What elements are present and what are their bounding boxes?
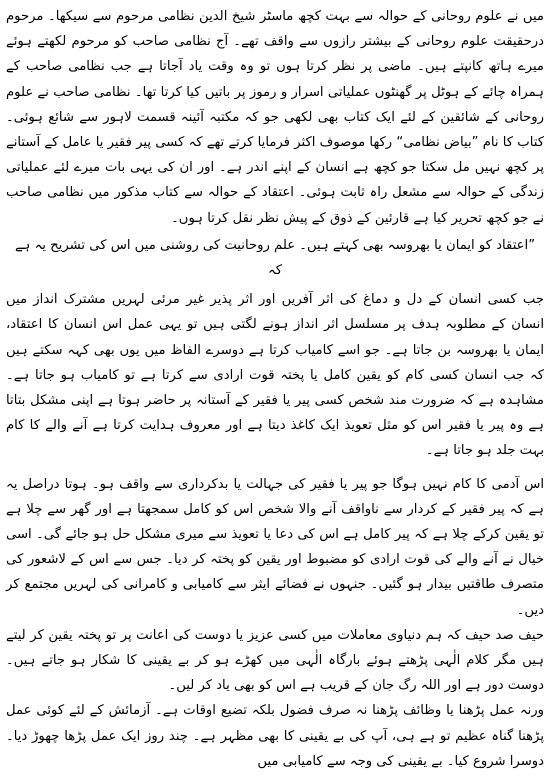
paragraph-belief: جب کسی انسان کے دل و دماغ کی اثر آفریں اور اثر پذیر غیر مرئی لہریں مشترک انداز میں انسان کے مطلوبہ ہدف پر مسلسل اثر انداز ہونے لگتی ہیں تو یہی عمل اس انسان کا اعتقاد، ایمان یا بھروسہ بن جاتا ہے۔ جو اسے کامیاب کرتا ہے دوسرے الفاظ میں یوں بھی کہہ سکتے ہیں کہ جب انسان کسی کام کو یقین کامل یا پختہ قوت ارادی سے کرتا ہے تو کامیاب ہو جاتا ہے۔ مشاہدہ ہے کہ ضرورت مند شخص کسی پیر یا فقیر کے آستانہ پر حاضر ہوتا ہے اپنی مشکل بتاتا ہے وہ پیر یا فقیر اس کو مثل تعویذ ایک کاغذ دیتا ہے اور معروف ہدایت کرتا ہے آنے والے کا کام بہت جلد ہو جاتا ہے۔ [6, 292, 544, 459]
paragraph-regret: حیف صد حیف کہ ہم دنیاوی معاملات میں کسی عزیز یا دوست کی اعانت پر تو پختہ یقین کر لیتے ہیں مگر کلام الٰہی پڑھتے ہوئے بارگاہ الٰہی میں کھڑے ہو کر بے یقینی کا شکار ہو جاتے ہیں۔ دوست دور ہے اور اللہ رگ جان کے قریب ہے اس کو بھی یاد کر لیں۔ [6, 627, 544, 694]
paragraph-wazaif: ورنہ عمل پڑھنا یا وظائف پڑھنا نہ صرف فضول بلکہ تضیع اوقات ہے۔ آزمائش کے لئے کوئی عمل پڑھنا گناہ عظیم تو ہے ہی، آپ کی بے یقینی کا بھی مظہر ہے۔ چند روز ایک عمل پڑھا چھوڑ دیا۔ دوسرا شروع کیا۔ بے یقینی کی وجہ سے کامیابی میں [6, 703, 544, 769]
paragraph-quote: ”اعتقاد کو ایمان یا بھروسہ بھی کہتے ہیں۔ علم روحانیت کی روشنی میں اس کی تشریح یہ ہے کہ [14, 237, 536, 279]
paragraph-reality: اس آدمی کا کام نہیں ہوگا جو پیر یا فقیر کی جہالت یا بدکرداری سے واقف ہو۔ ہوتا دراصل یہ ہے کہ پیر فقیر کے کردار سے ناواقف آنے والا شخص اس کو کامل سمجھتا ہے اور گھر سے چلا ہے تو یقین کرکے چلا ہے کہ پیر کامل ہے اس کی دعا یا تعویذ سے میری مشکل حل ہو جائے گی۔ اسی خیال نے آنے والے کی قوت ارادی کو مضبوط اور یقین کو پختہ کر دیا۔ جس سے اس کے لاشعور کی متصرف طاقتیں بیدار ہو گئیں۔ جنہوں نے فضائے ایثر سے کامیابی و کامرانی کی لہریں مجتمع کر دیں۔ [6, 476, 544, 618]
paragraph-intro: میں نے علوم روحانی کے حوالہ سے بہت کچھ ماسٹر شیخ الدین نظامی مرحوم سے سیکھا۔ مرحوم درحقیقت علوم روحانی کے بیشتر رازوں سے واقف تھے۔ آج نظامی صاحب کو مرحوم لکھتے ہوئے میرے ہاتھ کانپتے ہیں۔ ماضی پر نظر کرتا ہوں تو وہ وقت یاد آجاتا ہے جب نظامی صاحب کے ہمراہ چائے کے ہوٹل پر گھنٹوں عملیاتی اسرار و رموز پر باتیں کیا کرتا تھا۔ نظامی صاحب نے علوم روحانی کے شائقین کے لئے ایک کتاب بھی لکھی جو کہ مکتبہ آئینہ قسمت لاہور سے شائع ہوئی۔ کتاب کا نام ”بیاض نظامی“ رکھا موصوف اکثر فرمایا کرتے تھے کہ کسی پیر فقیر یا عامل کے آستانے پر کچھ نہیں مل سکتا جو کچھ ہے انسان کے اپنے اندر ہے۔ اور ان کی یہی بات میرے لئے عملیاتی زندگی کے حوالہ سے مشعل راہ ثابت ہوئی۔ اعتقاد کے حوالہ سے کتاب مذکور میں نظامی صاحب نے جو کچھ تحریر کیا ہے قارئین کے ذوق کے پیش نظر نقل کرتا ہوں۔ [6, 9, 544, 226]
